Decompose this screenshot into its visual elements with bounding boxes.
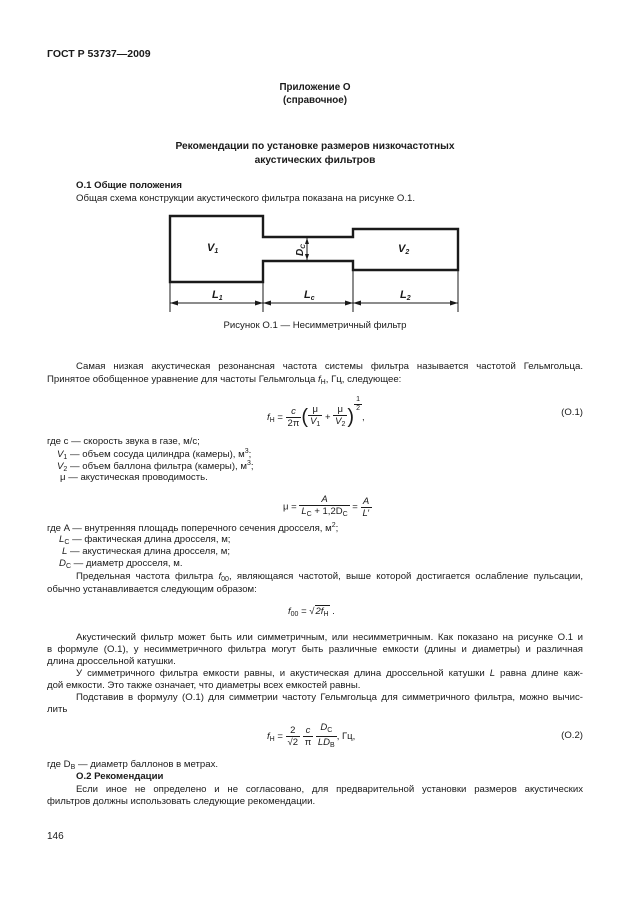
label-v1: V1: [207, 242, 219, 255]
page-number: 146: [47, 831, 64, 842]
s2-line1: Если иное не определено и не согласовано, для предварительной установки размеров акустических: [76, 784, 583, 795]
p3-line2: в формуле (О.1), у несимметричного фильтра могут быть различные емкости (длины и диаметры) и различная: [47, 644, 583, 655]
p1-line2: Принятое обобщенное уравнение для частоты Гельмгольца $f_H$, Гц, следующее:: [47, 374, 402, 386]
p1-line1: Самая низкая акустическая резонансная частота системы фильтра называется частотой Гельмгольца.: [76, 361, 583, 372]
equation-mu: μ = $\frac{A}{L_C + 1,2D_C}$ = $\frac{A}{L'}$: [283, 494, 370, 519]
equation-f00: $f_{00} = √2f_H$ .: [288, 606, 335, 618]
def-a: где A — внутренняя площадь поперечного сечения дросселя, $м^2$;: [47, 522, 339, 534]
p3-line1: Акустический фильтр может быть или симметричным, или несимметричным. Как показано на рисунке О.1 и: [76, 632, 583, 643]
def-v1: $V_1$ — объем сосуда цилиндра (камеры), $м^3$;: [57, 448, 252, 461]
def-db: где $D_B$ — диаметр баллонов в метрах.: [47, 759, 219, 771]
equation-o2: $f_H$ = $\frac{2}{√2}$ $\frac{c}{\pi}$ $\frac{D_C}{LD_B}$ , Гц,: [267, 722, 356, 749]
appendix-title: Приложение О: [279, 82, 351, 93]
p4-line1: У симметричного фильтра емкости равны, и акустическая длина дроссельной катушки L равна длине каж-: [76, 668, 583, 679]
label-v2: V2: [398, 243, 410, 256]
label-l2: L2: [400, 289, 411, 302]
label-lc: Lc: [304, 289, 315, 302]
section-title-line2: акустических фильтров: [254, 155, 376, 166]
p2-line2: обычно устанавливается следующим образом:: [47, 584, 257, 595]
figure-caption: Рисунок О.1 — Несимметричный фильтр: [223, 320, 407, 331]
label-l1: L1: [212, 289, 223, 302]
appendix-subtitle: (справочное): [283, 95, 347, 106]
p3-line3: длина дроссельной катушки.: [47, 656, 176, 667]
def-mu: μ — акустическая проводимость.: [60, 472, 208, 483]
section-o2-heading: О.2 Рекомендации: [76, 771, 164, 782]
def-l: L — акустическая длина дросселя, м;: [62, 546, 231, 557]
label-dc: $D_C$: [295, 244, 307, 256]
def-c: где c — скорость звука в газе, м/с;: [47, 436, 200, 447]
def-lc: $L_C$ — фактическая длина дросселя, м;: [59, 534, 231, 546]
equation-o2-number: (О.2): [561, 730, 583, 741]
section-o1-intro: Общая схема конструкции акустического фильтра показана на рисунке О.1.: [76, 193, 415, 204]
equation-o1-number: (О.1): [561, 407, 583, 418]
p2-line1: Предельная частота фильтра $f_{00}$, являющаяся частотой, выше которой достигается ослабление пульсации,: [76, 571, 583, 583]
def-v2: $V_2$ — объем баллона фильтра (камеры), $м^3$;: [57, 460, 254, 473]
p4-line2: дой емкости. Это также означает, что диаметры всех емкостей равны.: [47, 680, 361, 691]
p5-line2: лить: [47, 704, 68, 715]
section-o1-heading: О.1 Общие положения: [76, 180, 182, 191]
s2-line2: фильтров должны использовать следующие рекомендации.: [47, 796, 316, 807]
def-dc: $D_C$ — диаметр дросселя, м.: [59, 558, 183, 570]
equation-o1: $f_H$ = $\frac{c}{2\pi}$ ( $\frac{\mu}{V_1}$ + $\frac{\mu}{V_2}$ ) $\frac{1}{2}$ ,: [267, 396, 365, 429]
document-standard-number: ГОСТ Р 53737—2009: [47, 48, 151, 60]
p5-line1: Подставив в формулу (О.1) для симметрии частоту Гельмгольца для симметричного фильтра, можно вычис-: [76, 692, 583, 703]
section-title-line1: Рекомендации по установке размеров низкочастотных: [175, 141, 455, 152]
